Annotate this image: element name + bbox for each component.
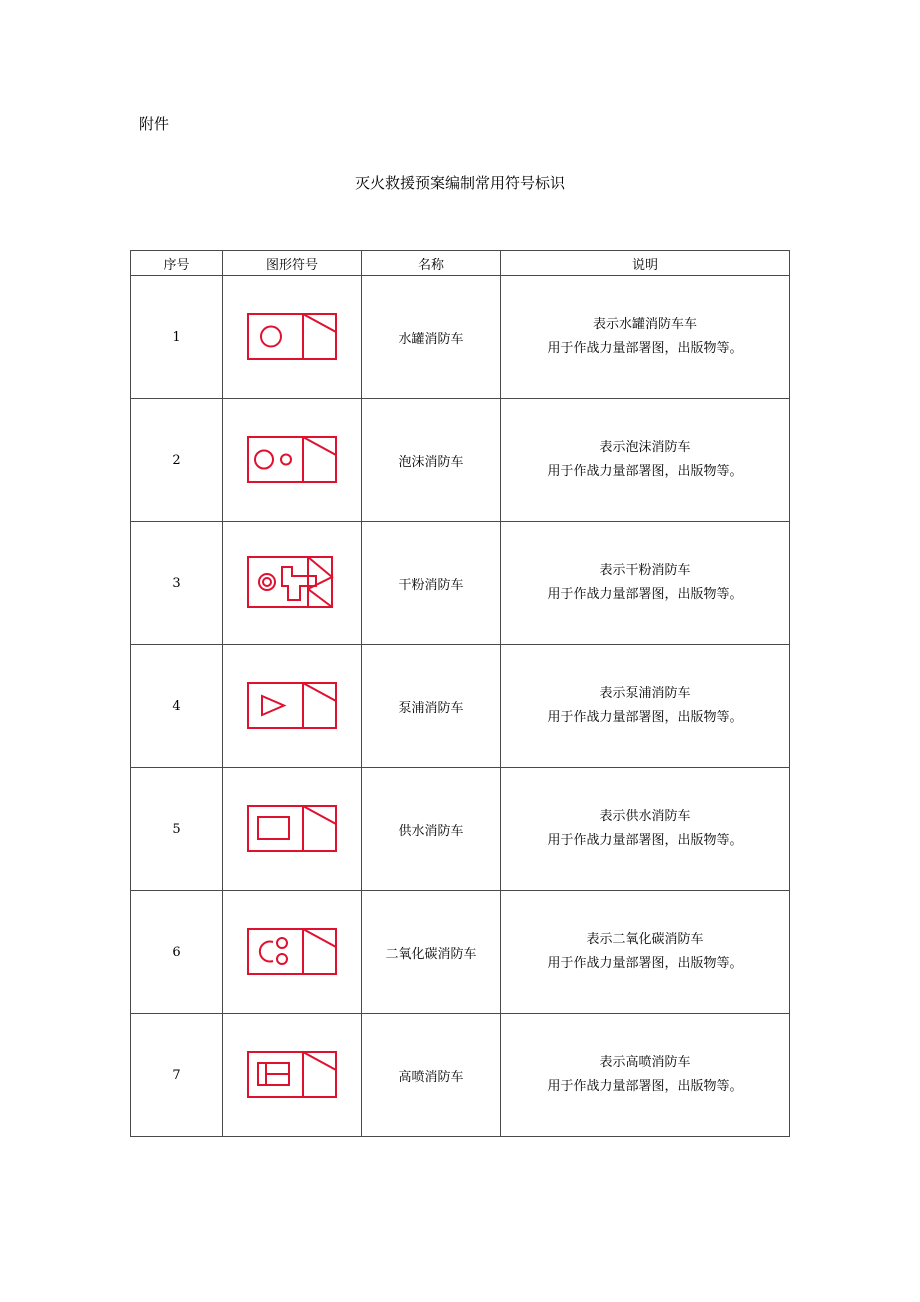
row-description	[501, 645, 790, 768]
water-tank-fire-truck-icon	[246, 312, 338, 362]
high-spray-fire-truck-icon	[246, 1050, 338, 1100]
description-line: 用于作战力量部署图，出版物等。	[547, 341, 743, 356]
row-name: 高喷消防车	[362, 1014, 501, 1137]
row-number: 5	[131, 768, 223, 891]
description-line: 表示泡沫消防车	[599, 440, 691, 455]
header-name: 名称	[362, 251, 501, 276]
pump-fire-truck-icon	[246, 681, 338, 731]
description-line: 用于作战力量部署图，出版物等。	[547, 833, 743, 848]
row-name: 泡沫消防车	[362, 399, 501, 522]
table-row	[131, 645, 790, 768]
table-row	[131, 399, 790, 522]
table-row	[131, 522, 790, 645]
symbol-cell	[223, 522, 362, 645]
header-no: 序号	[131, 251, 223, 276]
row-description	[501, 522, 790, 645]
description-line: 用于作战力量部署图，出版物等。	[547, 956, 743, 971]
description-line: 用于作战力量部署图，出版物等。	[547, 1079, 743, 1094]
symbol-cell	[223, 891, 362, 1014]
row-description	[501, 399, 790, 522]
table-row	[131, 1014, 790, 1137]
row-name: 水罐消防车	[362, 276, 501, 399]
row-number: 4	[131, 645, 223, 768]
description-line: 表示二氧化碳消防车	[586, 932, 704, 947]
header-symbol: 图形符号	[223, 251, 362, 276]
description-line: 用于作战力量部署图，出版物等。	[547, 710, 743, 725]
description-line: 用于作战力量部署图，出版物等。	[547, 587, 743, 602]
description-line: 表示干粉消防车	[599, 563, 691, 578]
document-title: 灭火救援预案编制常用符号标识	[354, 174, 565, 192]
water-supply-fire-truck-icon	[246, 804, 338, 854]
row-number: 7	[131, 1014, 223, 1137]
table-row	[131, 768, 790, 891]
row-description	[501, 768, 790, 891]
row-number: 6	[131, 891, 223, 1014]
symbol-cell	[223, 1014, 362, 1137]
attachment-label: 附件	[139, 115, 170, 133]
description-line: 表示泵浦消防车	[599, 686, 691, 701]
symbol-cell	[223, 276, 362, 399]
row-name: 泵浦消防车	[362, 645, 501, 768]
table-header-row	[131, 251, 790, 276]
description-line: 表示供水消防车	[599, 809, 691, 824]
header-description: 说明	[501, 251, 790, 276]
dry-powder-fire-truck-icon	[246, 555, 338, 611]
symbol-cell	[223, 768, 362, 891]
row-description	[501, 1014, 790, 1137]
table-row	[131, 891, 790, 1014]
row-name: 干粉消防车	[362, 522, 501, 645]
row-number: 2	[131, 399, 223, 522]
row-description	[501, 276, 790, 399]
row-name: 供水消防车	[362, 768, 501, 891]
description-line: 表示水罐消防车车	[592, 317, 697, 332]
symbol-table	[130, 250, 790, 1137]
table-row	[131, 276, 790, 399]
row-number: 3	[131, 522, 223, 645]
description-line: 用于作战力量部署图，出版物等。	[547, 464, 743, 479]
description-line: 表示高喷消防车	[599, 1055, 691, 1070]
foam-fire-truck-icon	[246, 435, 338, 485]
row-number: 1	[131, 276, 223, 399]
symbol-cell	[223, 645, 362, 768]
co2-fire-truck-icon	[246, 927, 338, 977]
row-description	[501, 891, 790, 1014]
row-name: 二氧化碳消防车	[362, 891, 501, 1014]
symbol-cell	[223, 399, 362, 522]
